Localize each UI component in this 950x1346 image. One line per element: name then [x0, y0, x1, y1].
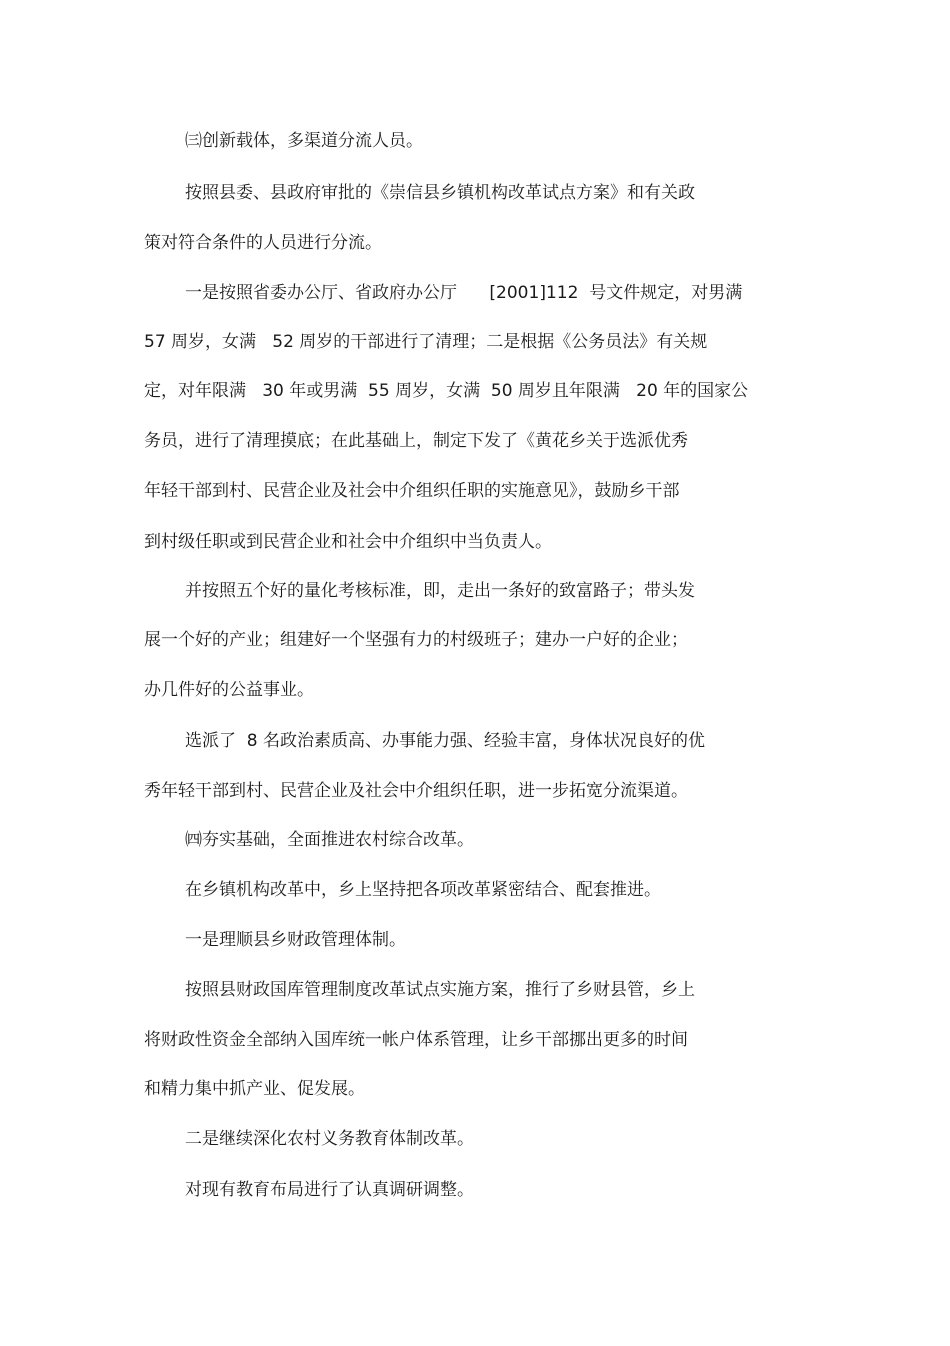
paragraph-line: 将财政性资金全部纳入国库统一帐户体系管理，让乡干部挪出更多的时间: [144, 1030, 688, 1050]
section-heading-4: ㈣夯实基础，全面推进农村综合改革。: [185, 830, 474, 850]
paragraph-line: 和精力集中抓产业、促发展。: [144, 1079, 365, 1099]
paragraph-line: 选派了 8 名政治素质高、办事能力强、经验丰富，身体状况良好的优: [185, 731, 706, 751]
paragraph-line: 展一个好的产业；组建好一个坚强有力的村级班子；建办一户好的企业；: [144, 630, 688, 650]
paragraph-line: 策对符合条件的人员进行分流。: [144, 233, 382, 253]
paragraph-line: 一是理顺县乡财政管理体制。: [185, 930, 406, 950]
paragraph-line: 57 周岁，女满 52 周岁的干部进行了清理；二是根据《公务员法》有关规: [144, 332, 708, 352]
paragraph-line: 按照县财政国库管理制度改革试点实施方案，推行了乡财县管，乡上: [185, 980, 695, 1000]
paragraph-line: 定，对年限满 30 年或男满 55 周岁，女满 50 周岁且年限满 20 年的国家公: [144, 381, 749, 401]
paragraph-line: 并按照五个好的量化考核标准，即，走出一条好的致富路子；带头发: [185, 581, 695, 601]
paragraph-line: 到村级任职或到民营企业和社会中介组织中当负责人。: [144, 532, 552, 552]
paragraph-line: 在乡镇机构改革中，乡上坚持把各项改革紧密结合、配套推进。: [185, 880, 661, 900]
paragraph-line: 二是继续深化农村义务教育体制改革。: [185, 1129, 474, 1149]
paragraph-line: 按照县委、县政府审批的《崇信县乡镇机构改革试点方案》和有关政: [185, 183, 695, 203]
paragraph-line: 秀年轻干部到村、民营企业及社会中介组织任职，进一步拓宽分流渠道。: [144, 781, 688, 801]
paragraph-line: 年轻干部到村、民营企业及社会中介组织任职的实施意见》，鼓励乡干部: [144, 481, 680, 501]
section-heading-3: ㈢创新载体，多渠道分流人员。: [185, 131, 423, 151]
paragraph-line: 务员，进行了清理摸底；在此基础上，制定下发了《黄花乡关于选派优秀: [144, 431, 688, 451]
paragraph-line: 一是按照省委办公厅、省政府办公厅 [2001]112 号文件规定，对男满: [185, 283, 743, 303]
paragraph-line: 对现有教育布局进行了认真调研调整。: [185, 1180, 474, 1200]
paragraph-line: 办几件好的公益事业。: [144, 680, 314, 700]
